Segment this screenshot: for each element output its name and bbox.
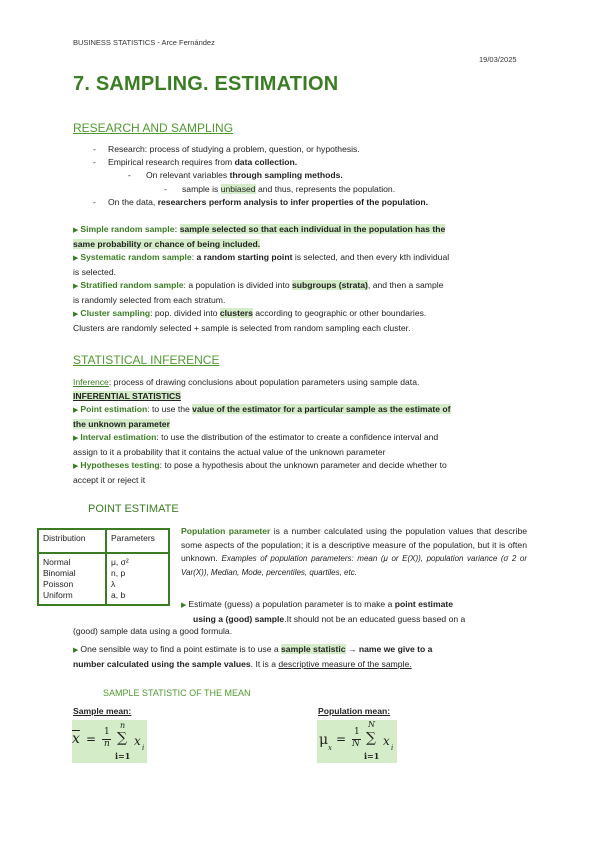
method-cluster: ▶ Cluster sampling: pop. divided into clusters according to geographic or other boundaries. Clusters are randomly selected + sample is selected from random sampling each cluster.: [73, 308, 427, 333]
population-mean-label: Population mean:: [318, 706, 391, 716]
triangle-bullet-icon: ▶: [73, 435, 79, 442]
sample-mean-label: Sample mean:: [73, 706, 132, 716]
section-heading-research: RESEARCH AND SAMPLING: [73, 121, 234, 135]
method-systematic: ▶ Systematic random sample: a random starting point is selected, and then every kth individual is selected.: [73, 252, 450, 277]
estimate-text-continued: (good) sample data using a good formula.: [73, 626, 233, 636]
research-bullet-3: On relevant variables through sampling methods.: [146, 170, 343, 180]
subsection-heading-point-estimate: POINT ESTIMATE: [88, 503, 179, 515]
section-heading-inference: STATISTICAL INFERENCE: [73, 353, 220, 367]
method-stratified: ▶ Stratified random sample: a population is divided into subgroups (strata), and then a sample is randomly selected from each stratum.: [73, 280, 444, 305]
estimate-text: ▶ Estimate (guess) a population parameter is to make a point estimate using a (good) sample.It should not be an educated guess based on a: [181, 599, 466, 624]
inferential-statistics-label: INFERENTIAL STATISTICS: [73, 390, 181, 401]
triangle-bullet-icon: ▶: [73, 283, 79, 290]
inference-block: [73, 376, 527, 487]
research-bullet-1: Research: process of studying a problem, question, or hypothesis.: [108, 144, 360, 154]
triangle-bullet-icon: ▶: [181, 602, 187, 609]
point-estimation-item: ▶ Point estimation: to use the value of the estimator for a particular sample as the estimate of the unknown parameter: [73, 404, 451, 429]
population-parameter-text: Population parameter is a number calculated using the population values that describe some aspects of the population; it is a descriptive measure of the population, but it is often unknown. Examples of population parameters: mean (μ or E(X)), population variance (σ 2 or Var(X)), Median, Mode, percentiles, quartiles, etc.: [181, 526, 527, 577]
sample-statistic-text: ▶ One sensible way to find a point estimate is to use a sample statistic → name we give to a number calculated using the sample values. It is a descriptive measure of the sample.: [73, 644, 433, 669]
document-date: 19/03/2025: [479, 55, 517, 64]
page-title: 7. SAMPLING. ESTIMATION: [73, 73, 339, 95]
triangle-bullet-icon: ▶: [73, 227, 79, 234]
bullet-dash: -: [93, 157, 96, 167]
table-cell-parameters: μ, σ² n, p λ a, b: [106, 553, 169, 605]
table-header-parameters: Parameters: [106, 529, 169, 553]
bullet-dash: -: [93, 144, 96, 154]
sampling-methods: [73, 223, 527, 335]
triangle-bullet-icon: ▶: [73, 647, 79, 654]
distribution-table: [37, 528, 170, 606]
triangle-bullet-icon: ▶: [73, 255, 79, 262]
research-bullet-5: On the data, researchers perform analysis to infer properties of the population.: [108, 197, 428, 207]
inference-definition: Inference: process of drawing conclusions about population parameters using sample data.: [73, 377, 420, 387]
triangle-bullet-icon: ▶: [73, 407, 79, 414]
subsection-heading-mean: SAMPLE STATISTIC OF THE MEAN: [103, 688, 251, 698]
table-header-distribution: Distribution: [38, 529, 106, 553]
triangle-bullet-icon: ▶: [73, 311, 79, 318]
document-header: BUSINESS STATISTICS - Arce Fernández: [73, 38, 215, 47]
sample-mean-formula: $\overline{x}$ = 1 n n ∑ i=1 x i: [72, 720, 147, 763]
triangle-bullet-icon: ▶: [73, 463, 79, 470]
research-bullet-2: Empirical research requires from data collection.: [108, 157, 298, 167]
population-mean-formula: μ x = 1 N N ∑ i=1 x i: [317, 720, 397, 763]
interval-estimation-item: ▶ Interval estimation: to use the distribution of the estimator to create a confidence interval and assign to it a probability that it contains the actual value of the unknown parameter: [73, 432, 439, 457]
bullet-dash: -: [164, 184, 167, 194]
bullet-dash: -: [128, 170, 131, 180]
table-cell-distributions: Normal Binomial Poisson Uniform: [38, 553, 106, 605]
method-simple-random: ▶ Simple random sample: sample selected so that each individual in the population has the same probability or chance of being included.: [73, 224, 446, 249]
hypotheses-testing-item: ▶ Hypotheses testing: to pose a hypothesis about the unknown parameter and decide whether to accept it or reject it: [73, 460, 447, 485]
bullet-dash: -: [93, 197, 96, 207]
research-bullet-4: sample is unbiased and thus, represents the population.: [182, 184, 396, 194]
